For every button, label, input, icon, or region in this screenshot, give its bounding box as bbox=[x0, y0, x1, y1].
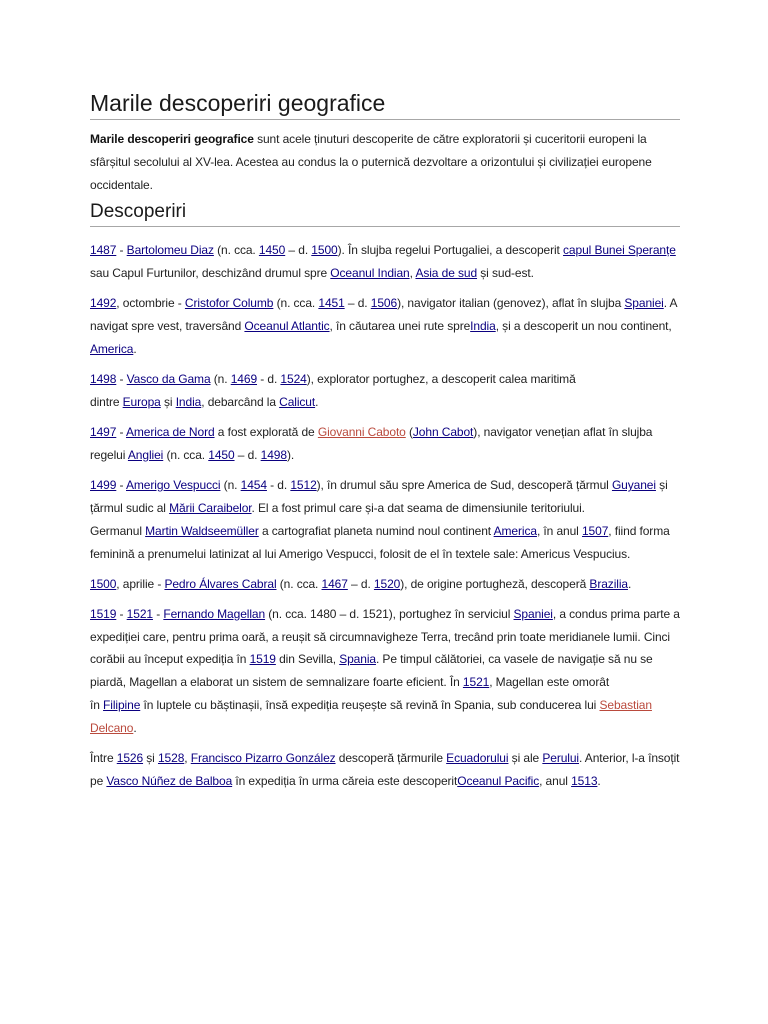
link-1521[interactable]: 1521 bbox=[126, 606, 153, 621]
link-amerigo-vespucci[interactable]: Amerigo Vespucci bbox=[126, 478, 221, 493]
link-1467[interactable]: 1467 bbox=[321, 576, 348, 591]
entry-paragraph: 1487 - Bartolomeu Diaz (n. cca. 1450 – d. 1500). În slujba regelui Portugaliei, a descoperit capul Bunei Speranțe sau Capul Furtunilor, deschizând drumul spre Oceanul Indian, Asia de sud și sud-est. bbox=[90, 243, 676, 281]
entry-paragraph: Între 1526 și 1528, Francisco Pizarro González descoperă țărmurile Ecuadorului și ale Perului. Anterior, l-a însoțit pe Vasco Núñez de Balboa în expediția în urma căreia este descoperitOceanul Pacific, anul 1513. bbox=[90, 751, 680, 788]
link-francisco-pizarro-gonzalez[interactable]: Francisco Pizarro González bbox=[190, 751, 336, 766]
link-1519[interactable]: 1519 bbox=[249, 652, 276, 667]
link-vasco-da-gama[interactable]: Vasco da Gama bbox=[126, 372, 211, 387]
link-perului[interactable]: Perului bbox=[542, 751, 579, 766]
link-1512[interactable]: 1512 bbox=[290, 478, 317, 493]
page-title: Marile descoperiri geografice bbox=[90, 89, 680, 120]
link-1506[interactable]: 1506 bbox=[370, 296, 398, 311]
link-bartolomeu-diaz[interactable]: Bartolomeu Diaz bbox=[126, 243, 214, 258]
link-europa[interactable]: Europa bbox=[122, 394, 161, 409]
link-spaniei[interactable]: Spaniei bbox=[624, 296, 664, 311]
link-america[interactable]: America bbox=[90, 341, 134, 356]
entry-paragraph: 1519 - 1521 - Fernando Magellan (n. cca. 1480 – d. 1521), portughez în serviciul Spaniei, a condus prima parte a expediției care, pentru prima oară, a reușit să circumnavigheze Terra, trecând prin toate meridianele lumii. Cinci corăbii au început expediția în 1519 din Sevilla, Spania. Pe timpul călătoriei, ca vasele de navigație să nu se piardă, Magellan a elaborat un sistem de semnalizare foarte eficient. În 1521, Magellan este omorât în Filipine în luptele cu băștinașii, însă expediția reușește să revină în Spania, sub conducerea lui Sebastian Delcano. bbox=[90, 606, 680, 735]
link-marii-caraibelor[interactable]: Mării Caraibelor bbox=[169, 500, 252, 515]
link-1500[interactable]: 1500 bbox=[90, 576, 117, 591]
entry-paragraph: 1492, octombrie - Cristofor Columb (n. cca. 1451 – d. 1506), navigator italian (genovez), aflat în slujba Spaniei. A navigat spre vest, traversând Oceanul Atlantic, în căutarea unei rute spreIndia, și a descoperit un nou continent, America. bbox=[90, 296, 677, 356]
link-1520[interactable]: 1520 bbox=[373, 576, 401, 591]
link-asia-de-sud[interactable]: Asia de sud bbox=[415, 266, 478, 281]
link-pedro-alvares-cabral[interactable]: Pedro Álvares Cabral bbox=[164, 576, 277, 591]
link-1451[interactable]: 1451 bbox=[318, 296, 345, 311]
link-1500[interactable]: 1500 bbox=[311, 243, 338, 258]
link-1498[interactable]: 1498 bbox=[90, 372, 117, 387]
link-cristofor-columb[interactable]: Cristofor Columb bbox=[184, 296, 274, 311]
link-brazilia[interactable]: Brazilia bbox=[589, 576, 628, 591]
link-fernando-magellan[interactable]: Fernando Magellan bbox=[163, 606, 266, 621]
link-1507[interactable]: 1507 bbox=[581, 523, 609, 538]
link-1498[interactable]: 1498 bbox=[260, 447, 287, 462]
link-vasco-nunez-de-balboa[interactable]: Vasco Núñez de Balboa bbox=[106, 773, 233, 788]
link-filipine[interactable]: Filipine bbox=[103, 698, 141, 713]
link-angliei[interactable]: Angliei bbox=[127, 447, 164, 462]
link-john-cabot[interactable]: John Cabot bbox=[412, 425, 474, 440]
link-1524[interactable]: 1524 bbox=[280, 372, 307, 387]
link-1519[interactable]: 1519 bbox=[90, 606, 117, 621]
link-india[interactable]: India bbox=[175, 394, 202, 409]
section-heading-descoperiri: Descoperiri bbox=[90, 200, 680, 227]
link-oceanul-pacific[interactable]: Oceanul Pacific bbox=[457, 773, 540, 788]
link-america[interactable]: America bbox=[493, 523, 537, 538]
link-1513[interactable]: 1513 bbox=[571, 773, 598, 788]
link-1450[interactable]: 1450 bbox=[258, 243, 286, 258]
link-1526[interactable]: 1526 bbox=[116, 751, 144, 766]
entry-paragraph: 1498 - Vasco da Gama (n. 1469 - d. 1524), explorator portughez, a descoperit calea maritimă dintre Europa și India, debarcând la Calicut. bbox=[90, 372, 576, 409]
link-1528[interactable]: 1528 bbox=[157, 751, 185, 766]
link-1450[interactable]: 1450 bbox=[208, 447, 235, 462]
entry-paragraph: 1499 - Amerigo Vespucci (n. 1454 - d. 1512), în drumul său spre America de Sud, descoperă țărmul Guyanei și țărmul sudic al Mării Caraibelor. El a fost primul care și-a dat seama de dimensiunile teritoriului. Germanul Martin Waldseemüller a cartografiat planeta numind noul continent America, în anul 1507, fiind forma feminină a prenumelui latinizat al lui Amerigo Vespucci, folosit de el în textele sale: Americus Vespucius. bbox=[90, 478, 670, 561]
link-oceanul-atlantic[interactable]: Oceanul Atlantic bbox=[244, 319, 330, 334]
link-1499[interactable]: 1499 bbox=[90, 478, 117, 493]
link-1492[interactable]: 1492 bbox=[90, 296, 117, 311]
link-spania[interactable]: Spania bbox=[339, 652, 376, 667]
entry-paragraph: 1500, aprilie - Pedro Álvares Cabral (n. cca. 1467 – d. 1520), de origine portugheză, descoperă Brazilia. bbox=[90, 576, 632, 591]
link-capul-bunei-sperante[interactable]: capul Bunei Speranțe bbox=[563, 243, 676, 258]
link-spaniei[interactable]: Spaniei bbox=[513, 606, 553, 621]
link-america-de-nord[interactable]: America de Nord bbox=[126, 425, 215, 440]
link-1454[interactable]: 1454 bbox=[240, 478, 267, 493]
link-1487[interactable]: 1487 bbox=[90, 243, 117, 258]
link-ecuadorului[interactable]: Ecuadorului bbox=[446, 751, 509, 766]
link-giovanni-caboto[interactable]: Giovanni Caboto bbox=[317, 425, 406, 440]
link-1521[interactable]: 1521 bbox=[462, 675, 490, 690]
intro-paragraph: Marile descoperiri geografice sunt acele ținuturi descoperite de către exploratorii și cuceritorii europeni la sfârșitul secolului al XV-lea. Acestea au condus la o puternică dezvoltare a orizontului și civilizației europene occidentale. bbox=[90, 132, 652, 192]
link-guyanei[interactable]: Guyanei bbox=[611, 478, 656, 493]
link-calicut[interactable]: Calicut bbox=[279, 394, 316, 409]
link-india[interactable]: India bbox=[470, 319, 496, 334]
link-1497[interactable]: 1497 bbox=[90, 425, 117, 440]
bold-term: Marile descoperiri geografice bbox=[90, 132, 254, 146]
link-sebastian-delcano[interactable]: Sebastian Delcano bbox=[90, 698, 652, 735]
article bbox=[90, 89, 680, 793]
link-oceanul-indian[interactable]: Oceanul Indian bbox=[330, 266, 410, 281]
link-martin-waldseemuller[interactable]: Martin Waldseemüller bbox=[145, 523, 259, 538]
link-1469[interactable]: 1469 bbox=[230, 372, 258, 387]
entry-paragraph: 1497 - America de Nord a fost explorată de Giovanni Caboto (John Cabot), navigator venețian aflat în slujba regelui Angliei (n. cca. 1450 – d. 1498). bbox=[90, 425, 653, 462]
